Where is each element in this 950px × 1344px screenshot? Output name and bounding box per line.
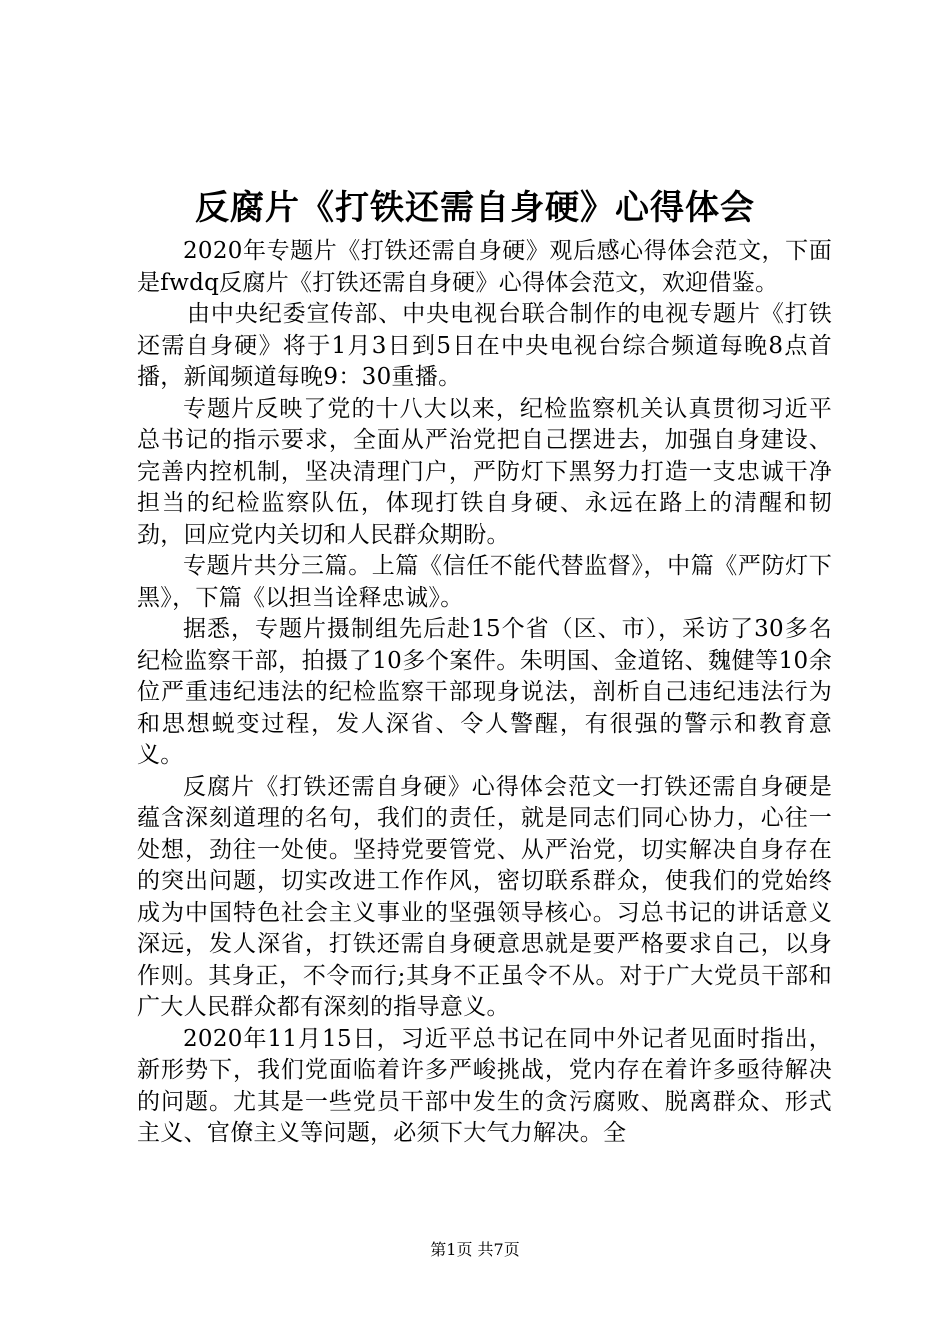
paragraph-broadcast: 由中央纪委宣传部、中央电视台联合制作的电视专题片《打铁还需自身硬》将于1月3日到5日在中央电视台综合频道每晚8点首播，新闻频道每晚9：30重播。	[137, 301, 832, 390]
paragraph-intro: 2020年专题片《打铁还需自身硬》观后感心得体会范文，下面是fwdq反腐片《打铁还需自身硬》心得体会范文，欢迎借鉴。	[137, 238, 832, 296]
paragraph-episodes: 专题片共分三篇。上篇《信任不能代替监督》，中篇《严防灯下黑》，下篇《以担当诠释忠诚》。	[137, 553, 832, 611]
paragraph-content: 专题片反映了党的十八大以来，纪检监察机关认真贯彻习近平总书记的指示要求，全面从严治党把自己摆进去，加强自身建设、完善内控机制，坚决清理门户，严防灯下黑努力打造一支忠诚干净担当的纪检监察队伍，体现打铁自身硬、永远在路上的清醒和韧劲，回应党内关切和人民群众期盼。	[137, 395, 832, 548]
page-footer: 第1页 共7页	[430, 1240, 520, 1259]
paragraph-essay-one: 反腐片《打铁还需自身硬》心得体会范文一打铁还需自身硬是蕴含深刻道理的名句，我们的责任，就是同志们同心协力，心往一处想，劲往一处使。坚持党要管党、从严治党，切实解决自身存在的突出问题，切实改进工作作风，密切联系群众，使我们的党始终成为中国特色社会主义事业的坚强领导核心。习总书记的讲话意义深远，发人深省，打铁还需自身硬意思就是要严格要求自己，以身作则。其身正，不令而行;其身不正虽令不从。对于广大党员干部和广大人民群众都有深刻的指导意义。	[137, 773, 832, 1020]
paragraph-speech: 2020年11月15日，习近平总书记在同中外记者见面时指出，新形势下，我们党面临着许多严峻挑战，党内存在着许多亟待解决的问题。尤其是一些党员干部中发生的贪污腐败、脱离群众、形式主义、官僚主义等问题，必须下大气力解决。全	[137, 1025, 832, 1146]
document-body	[137, 236, 832, 1150]
paragraph-production: 据悉，专题片摄制组先后赴15个省（区、市），采访了30多名纪检监察干部，拍摄了10多个案件。朱明国、金道铭、魏健等10余位严重违纪违法的纪检监察干部现身说法，剖析自己违纪违法行为和思想蜕变过程，发人深省、令人警醒，有很强的警示和教育意义。	[137, 616, 832, 768]
document-title: 反腐片《打铁还需自身硬》心得体会	[195, 188, 755, 228]
